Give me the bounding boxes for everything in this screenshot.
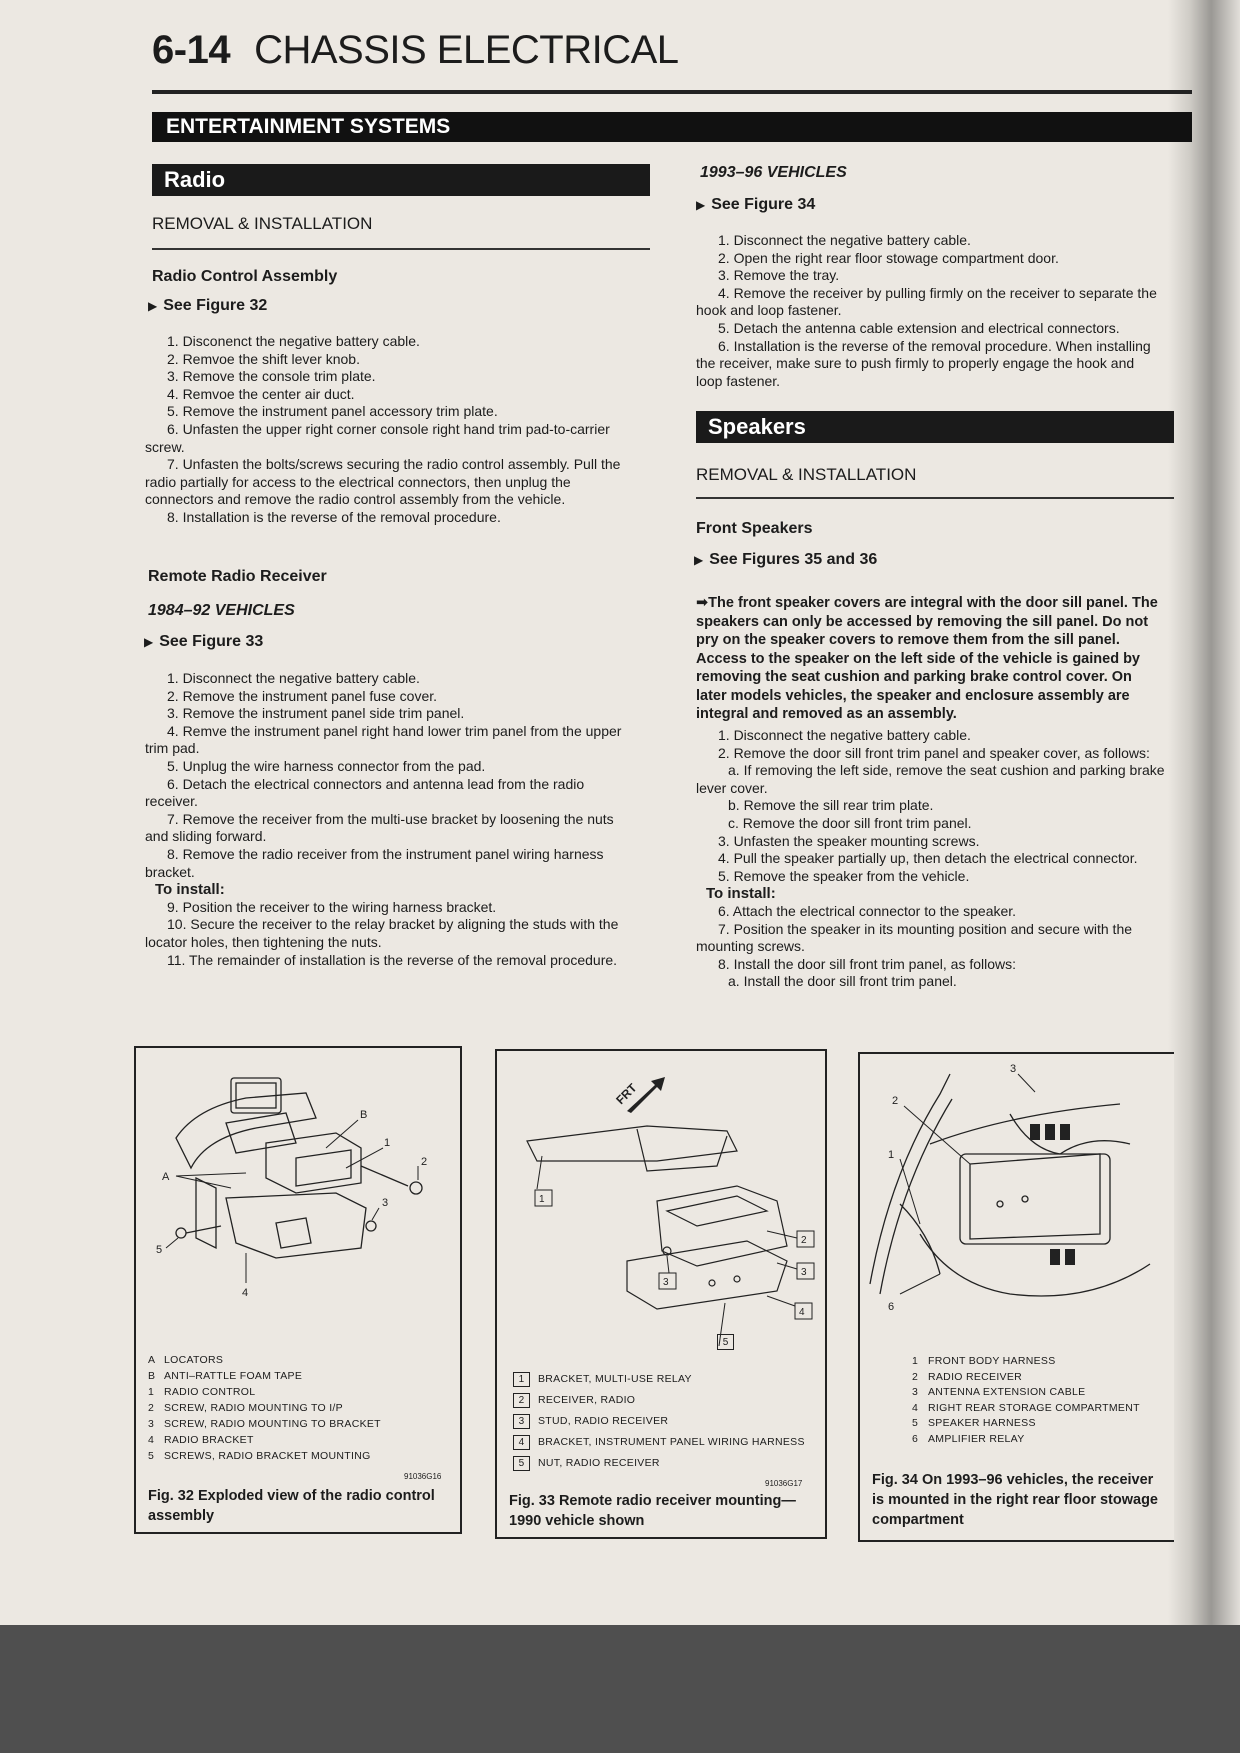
list-item: 2. Open the right rear floor stowage compartment door. [718, 249, 1059, 266]
list-item: 3. Remove the instrument panel side trim panel. [167, 705, 465, 722]
r-see-figure: ▶ See Figure 34 [696, 196, 816, 213]
list-item: 3. Unfasten the speaker mounting screws. [718, 832, 980, 849]
callout-2: 2 [892, 1095, 899, 1107]
callout-4: 4 [242, 1287, 249, 1299]
legend-item: 4 BRACKET, INSTRUMENT PANEL WIRING HARNESS [513, 1432, 805, 1453]
callout-3b: 3 [801, 1267, 807, 1278]
rrr-title: Remote Radio Receiver [148, 568, 327, 585]
callout-1: 1 [888, 1149, 895, 1161]
page-header [152, 28, 679, 73]
list-item: 5. Remove the instrument panel accessory trim plate. [167, 403, 498, 420]
page-number: 6-14 [152, 28, 231, 72]
fig34-legend [912, 1354, 1140, 1447]
remote-receiver-mounting-illustration [497, 1051, 825, 1351]
legend-item: 4 RADIO BRACKET [148, 1434, 254, 1446]
list-item: 1. Disconnect the negative battery cable. [167, 670, 420, 686]
list-item: 6. Detach the electrical connectors and antenna lead from the radio receiver. [145, 775, 585, 810]
callout-4: 4 [799, 1307, 805, 1318]
chapter-title: CHASSIS ELECTRICAL [254, 28, 679, 72]
legend-item: 2 RADIO RECEIVER [912, 1370, 1023, 1383]
fig33-callout-boxes [535, 1190, 814, 1350]
front-speakers-note: ➡The front speaker covers are integral with the door sill panel. The speakers can only be accessed by removing the sill panel. Do not pry on the speaker covers to remove them from the sill panel. Access to the speaker on the left side of the vehicle is gained by removing the seat cushion and parking brake control cover. On later models vehicles, the speaker and enclosure assembly are integral and removed as an assembly. [696, 595, 1158, 722]
list-item: b. Remove the sill rear trim plate. [728, 797, 934, 814]
legend-item: 1 BRACKET, MULTI-USE RELAY [513, 1369, 805, 1390]
list-item: 6. Installation is the reverse of the removal procedure. When installing the receiver, make sure to push firmly to properly engage the hook and loop fastener. [696, 337, 1151, 389]
list-item: 7. Remove the receiver from the multi-use bracket by loosening the nuts and sliding forward. [145, 810, 614, 845]
list-item: 4. Remve the instrument panel right hand lower trim panel from the upper trim pad. [145, 722, 622, 757]
callout-2: 2 [421, 1156, 428, 1168]
callout-1: 1 [539, 1194, 545, 1205]
legend-item: 6 AMPLIFIER RELAY [912, 1432, 1025, 1445]
legend-item: 2 RECEIVER, RADIO [513, 1390, 805, 1411]
fig32-caption: Fig. 32 Exploded view of the radio control assembly [148, 1488, 435, 1524]
legend-item: B ANTI–RATTLE FOAM TAPE [148, 1370, 303, 1382]
callout-6: 6 [888, 1301, 895, 1313]
legend-item: 5 SCREWS, RADIO BRACKET MOUNTING [148, 1450, 371, 1462]
fig32-legend [148, 1352, 381, 1464]
list-item: a. Install the door sill front trim panel. [728, 973, 957, 990]
callout-b: B [360, 1109, 368, 1121]
callout-3: 3 [382, 1197, 389, 1209]
list-item: 5. Unplug the wire harness connector from the pad. [167, 757, 486, 774]
figure-34 [858, 1052, 1174, 1542]
speakers-section-title: Speakers [696, 411, 1174, 443]
list-item: a. If removing the left side, remove the seat cushion and parking brake lever cover. [696, 762, 1165, 796]
legend-item: 1 FRONT BODY HARNESS [912, 1355, 1056, 1367]
list-item: 3. Remove the console trim plate. [167, 368, 376, 385]
to-install-label: To install: [155, 881, 225, 899]
list-item: 5. Remove the speaker from the vehicle. [718, 867, 970, 884]
list-item: 3. Remove the tray. [718, 267, 840, 284]
page-gutter-shadow [1168, 0, 1240, 1625]
list-item: 1. Disconnect the negative battery cable. [718, 232, 971, 248]
list-item: 7. Unfasten the bolts/screws securing the radio control assembly. Pull the radio partially for access to the electrical connectors, then unplug the connectors and remove the radio control assembly from the vehicle. [145, 456, 621, 508]
figure-33 [495, 1049, 827, 1539]
fig33-caption: Fig. 33 Remote radio receiver mounting—1990 vehicle shown [509, 1493, 796, 1529]
header-rule [152, 90, 1192, 94]
fig33-id: 91036G17 [765, 1479, 803, 1488]
list-item: 5. Detach the antenna cable extension and electrical connectors. [718, 319, 1120, 336]
list-item: 2. Remove the instrument panel fuse cover. [167, 687, 438, 704]
callout-3: 3 [663, 1277, 669, 1288]
list-item: 2. Remove the door sill front trim panel and speaker cover, as follows: [718, 744, 1150, 761]
callout-a: A [162, 1171, 170, 1183]
radio-subhead-rule [152, 248, 650, 250]
list-item: 6. Unfasten the upper right corner console right hand trim pad-to-carrier screw. [145, 420, 610, 455]
legend-item: 3 STUD, RADIO RECEIVER [513, 1411, 805, 1432]
legend-item: A LOCATORS [148, 1354, 224, 1366]
list-item: 11. The remainder of installation is the reverse of the removal procedure. [167, 951, 618, 968]
radio-subhead: REMOVAL & INSTALLATION [152, 214, 373, 233]
rrr-steps [145, 670, 635, 969]
section-banner: ENTERTAINMENT SYSTEMS [152, 112, 1192, 142]
rca-steps [145, 333, 635, 527]
legend-item: 5 SPEAKER HARNESS [912, 1417, 1036, 1429]
front-speakers-title: Front Speakers [696, 520, 813, 537]
list-item: 10. Secure the receiver to the relay bracket by aligning the studs with the locator holes, then tightening the nuts. [145, 916, 619, 950]
list-item: 8. Installation is the reverse of the removal procedure. [167, 508, 501, 525]
fig33-legend [513, 1369, 805, 1474]
scanner-background [0, 1625, 1240, 1753]
list-item: c. Remove the door sill front trim panel. [728, 814, 972, 831]
rca-title: Radio Control Assembly [152, 268, 338, 285]
fig32-id: 91036G16 [404, 1472, 442, 1481]
rca-see-figure: ▶ See Figure 32 [148, 297, 268, 314]
legend-item: 2 SCREW, RADIO MOUNTING TO I/P [148, 1402, 343, 1414]
legend-item: 4 RIGHT REAR STORAGE COMPARTMENT [912, 1401, 1140, 1414]
list-item: 7. Position the speaker in its mounting position and secure with the mounting screws. [696, 920, 1133, 955]
fig34-caption: Fig. 34 On 1993–96 vehicles, the receiver is mounted in the right rear floor stowage compartment [872, 1472, 1158, 1528]
callout-5: 5 [717, 1334, 734, 1350]
radio-section-title: Radio [152, 164, 650, 196]
list-item: 1. Disconnect the negative battery cable. [718, 727, 971, 743]
callout-3: 3 [1010, 1063, 1017, 1075]
rrr-see-figure: ▶ See Figure 33 [144, 633, 264, 650]
list-item: 8. Remove the radio receiver from the instrument panel wiring harness bracket. [145, 845, 604, 880]
legend-item: 1 RADIO CONTROL [148, 1386, 256, 1398]
front-see-figure: ▶ See Figures 35 and 36 [694, 551, 878, 568]
radio-control-exploded-illustration [136, 1048, 460, 1308]
legend-item: 5 NUT, RADIO RECEIVER [513, 1453, 805, 1474]
speakers-subhead: REMOVAL & INSTALLATION [696, 465, 917, 484]
legend-item: 3 ANTENNA EXTENSION CABLE [912, 1386, 1086, 1398]
to-install-label: To install: [706, 885, 776, 903]
legend-item: 3 SCREW, RADIO MOUNTING TO BRACKET [148, 1418, 381, 1430]
list-item: 9. Position the receiver to the wiring harness bracket. [167, 898, 497, 915]
callout-1: 1 [384, 1137, 391, 1149]
list-item: 4. Remove the receiver by pulling firmly on the receiver to separate the hook and loop fastener. [696, 284, 1157, 319]
rrr-vehicles: 1984–92 VEHICLES [148, 602, 295, 619]
r-vehicles: 1993–96 VEHICLES [700, 164, 847, 181]
list-item: 8. Install the door sill front trim panel, as follows: [718, 955, 1017, 972]
callout-5: 5 [156, 1244, 163, 1256]
list-item: 4. Remvoe the center air duct. [167, 385, 355, 402]
list-item: 6. Attach the electrical connector to the speaker. [718, 902, 1017, 919]
front-steps [696, 727, 1166, 991]
callout-2: 2 [801, 1235, 807, 1246]
figure-32 [134, 1046, 462, 1534]
list-item: 1. Disconenct the negative battery cable. [167, 333, 420, 349]
list-item: 2. Remvoe the shift lever knob. [167, 350, 360, 367]
r-steps [696, 232, 1164, 390]
frt-label: FRT [613, 1080, 640, 1108]
receiver-compartment-illustration [860, 1054, 1176, 1354]
speakers-subhead-rule [696, 497, 1174, 499]
list-item: 4. Pull the speaker partially up, then detach the electrical connector. [718, 850, 1138, 867]
